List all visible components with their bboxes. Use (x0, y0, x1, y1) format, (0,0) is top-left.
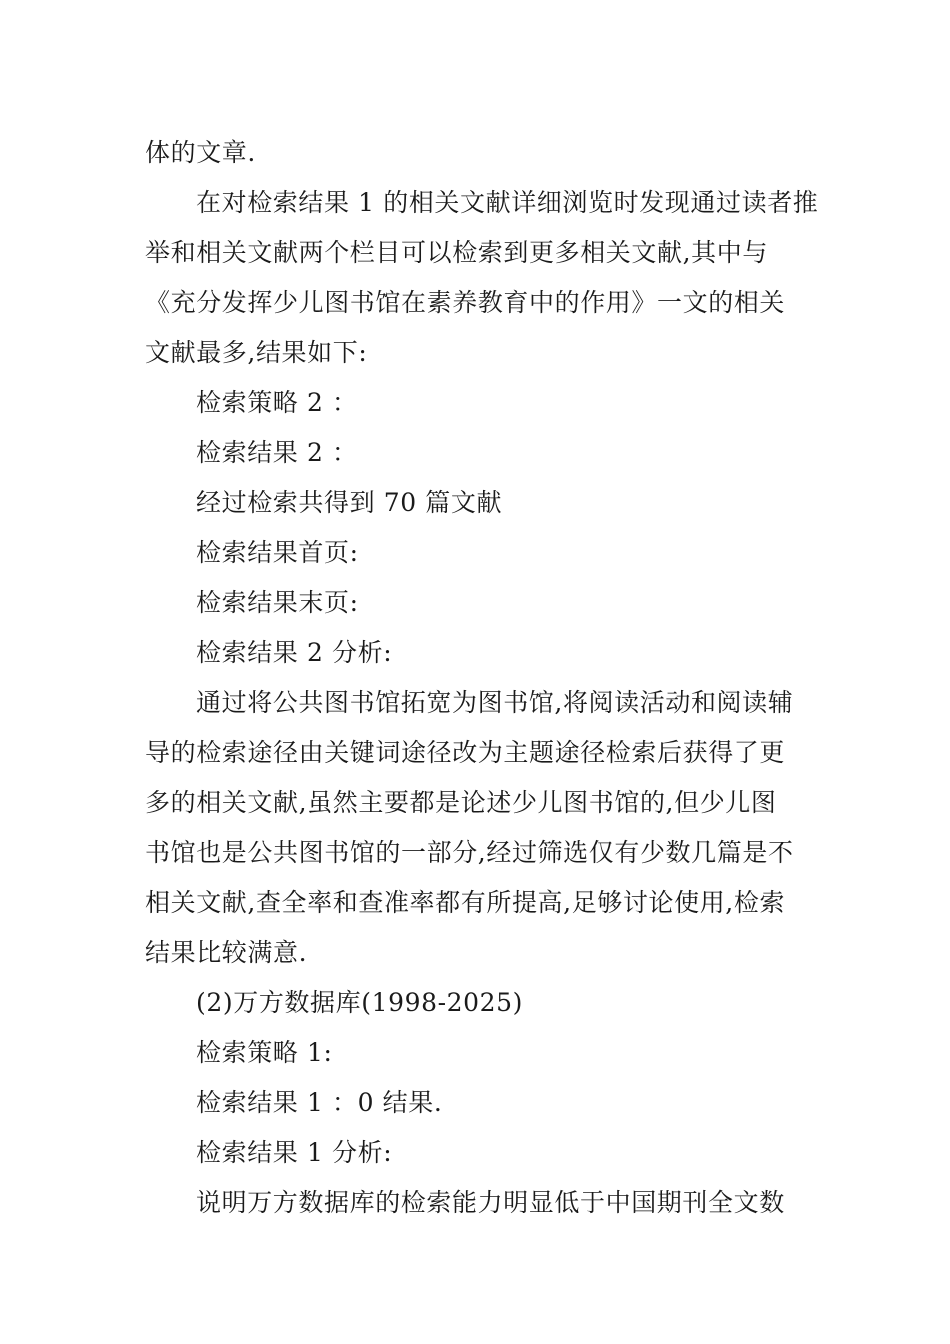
text-line: 书馆也是公共图书馆的一部分,经过筛选仅有少数几篇是不 (145, 838, 794, 867)
text-line: 检索结果末页: (196, 588, 359, 617)
document-body (145, 128, 819, 1228)
text-line: 检索结果 2 分析: (196, 638, 393, 667)
text-line: 检索结果 1 ：0 结果. (196, 1088, 443, 1117)
text-line: 检索结果 1 分析: (196, 1138, 393, 1167)
text-line: 举和相关文献两个栏目可以检索到更多相关文献,其中与 (145, 238, 768, 267)
text-line: 检索结果首页: (196, 538, 359, 567)
text-line: 导的检索途径由关键词途径改为主题途径检索后获得了更 (145, 738, 786, 767)
text-line: 通过将公共图书馆拓宽为图书馆,将阅读活动和阅读辅 (196, 688, 794, 717)
text-line: 说明万方数据库的检索能力明显低于中国期刊全文数 (196, 1188, 785, 1217)
text-line: 经过检索共得到 70 篇文献 (196, 488, 503, 517)
text-line: 《充分发挥少儿图书馆在素养教育中的作用》一文的相关 (145, 288, 786, 317)
text-line: (2)万方数据库(1998-2025) (196, 988, 524, 1017)
text-line: 检索策略 2 ： (196, 388, 358, 417)
text-line: 在对检索结果 1 的相关文献详细浏览时发现通过读者推 (196, 188, 819, 217)
text-line: 多的相关文献,虽然主要都是论述少儿图书馆的,但少儿图 (145, 788, 777, 817)
text-line: 检索结果 2 ： (196, 438, 358, 467)
text-line: 体的文章. (145, 138, 256, 167)
text-line: 相关文献,查全率和查准率都有所提高,足够讨论使用,检索 (145, 888, 786, 917)
text-line: 结果比较满意. (145, 938, 308, 967)
text-line: 检索策略 1: (196, 1038, 333, 1067)
text-line: 文献最多,结果如下: (145, 338, 368, 367)
